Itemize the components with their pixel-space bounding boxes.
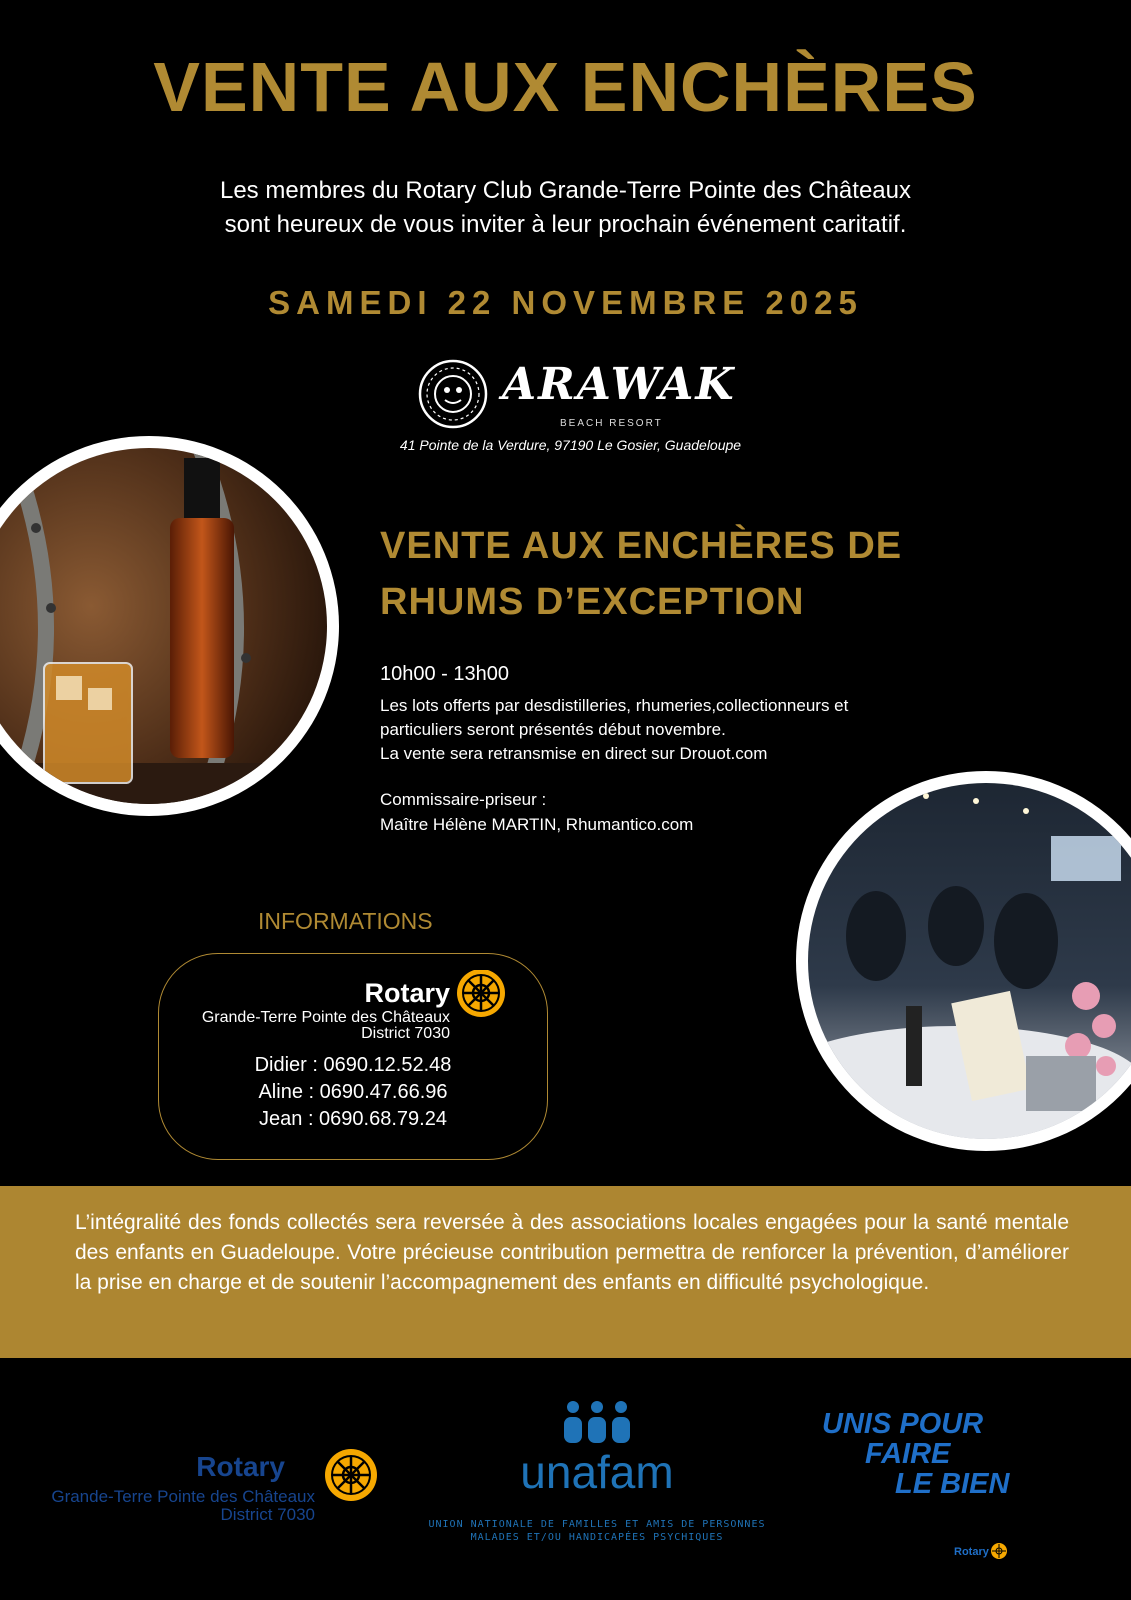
intro-text [0, 174, 1131, 242]
auction-time: 10h00 - 13h00 [380, 663, 510, 685]
rotary-word: Rotary [364, 978, 450, 1008]
rotary-club-footer-logo [40, 1440, 385, 1530]
unafam-line-2: MALADES ET/OU HANDICAPÉES PSYCHIQUES [470, 1532, 724, 1543]
small-rotary-wheel-icon [991, 1543, 1007, 1559]
main-title: VENTE AUX ENCHÈRES [153, 48, 978, 126]
rotary-wheel-icon [457, 970, 505, 1017]
contact-didier: Didier : 0690.12.52.48 [254, 1054, 452, 1076]
footer-district: District 7030 [220, 1505, 315, 1524]
footer-rotary-wheel-icon [325, 1449, 377, 1501]
rotary-club-logo [200, 970, 510, 1040]
info-title: INFORMATIONS [258, 908, 433, 934]
club-name: Grande-Terre Pointe des Châteaux [201, 1009, 450, 1026]
fund-text: L’intégralité des fonds collectés sera reversée à des associations locales engagées pour la santé mentale des enfants en Guadeloupe. Votre précieuse contribution permettra de renforcer la prévention, d’améliorer la prise en charge et de soutenir l’accompagnement des enfants en difficulté psychologique. [75, 1211, 1069, 1294]
contact-aline: Aline : 0690.47.66.96 [258, 1081, 448, 1103]
unafam-line-1: UNION NATIONALE DE FAMILLES ET AMIS DE PERSONNES [428, 1519, 766, 1530]
unis-line-3: LE BIEN [895, 1468, 1010, 1500]
unis-line-2: FAIRE [865, 1438, 951, 1470]
arawak-logo-text: ARAWAK [502, 359, 736, 410]
footer-club-name: Grande-Terre Pointe des Châteaux [51, 1487, 315, 1506]
unafam-word: unafam [520, 1446, 674, 1498]
event-date: SAMEDI 22 NOVEMBRE 2025 [268, 284, 863, 321]
auctioneer-name: Maître Hélène MARTIN, Rhumantico.com [380, 815, 694, 834]
contacts-list [158, 1052, 548, 1133]
district: District 7030 [361, 1025, 450, 1040]
detail-line-1: Les lots offerts par desdistilleries, rhumeries,collectionneurs et [380, 696, 849, 715]
unis-line-1: UNIS POUR [822, 1408, 984, 1440]
auction-title-line-1: VENTE AUX ENCHÈRES DE [380, 525, 903, 567]
intro-line-1: Les membres du Rotary Club Grande-Terre Pointe des Châteaux [219, 177, 911, 204]
arawak-emblem-icon [417, 358, 489, 430]
detail-line-2: particuliers seront présentés début novembre. [380, 720, 726, 739]
gala-dinner-photo [786, 756, 1131, 1174]
small-rotary-word: Rotary [954, 1546, 989, 1558]
rum-barrel-photo [0, 418, 342, 836]
contact-jean: Jean : 0690.68.79.24 [259, 1108, 447, 1130]
unis-pour-faire-le-bien-logo [820, 1405, 1020, 1500]
small-rotary-logo [954, 1541, 1014, 1561]
unafam-logo [425, 1395, 770, 1545]
auction-section-title [380, 518, 902, 630]
venue-address: 41 Pointe de la Verdure, 97190 Le Gosier, Guadeloupe [399, 437, 742, 453]
arawak-logo-subtitle: BEACH RESORT [560, 418, 663, 429]
auction-title-line-2: RHUMS D’EXCEPTION [380, 581, 805, 623]
footer-rotary-word: Rotary [196, 1451, 285, 1482]
intro-line-2: sont heureux de vous inviter à leur prochain événement caritatif. [224, 211, 907, 238]
auctioneer [380, 787, 693, 837]
auctioneer-label: Commissaire-priseur : [380, 790, 547, 809]
detail-line-3: La vente sera retransmise en direct sur Drouot.com [380, 744, 768, 763]
unafam-people-icon [564, 1401, 630, 1443]
